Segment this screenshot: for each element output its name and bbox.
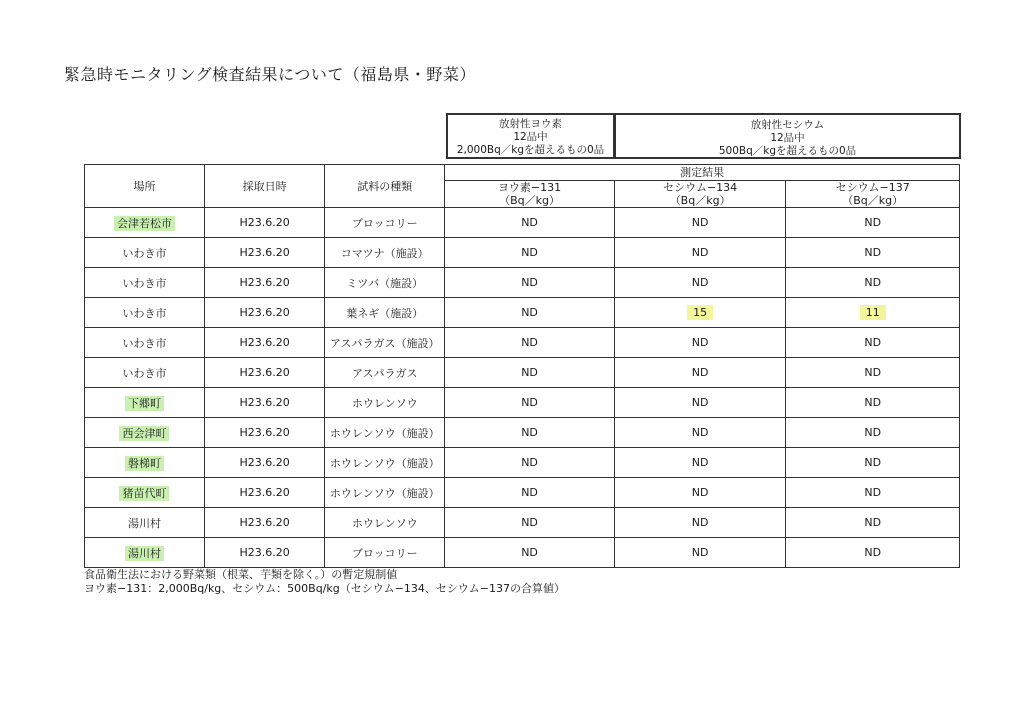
header-sample: 試料の種類: [325, 165, 445, 208]
header-cs134: [614, 181, 786, 208]
iodine131-cell: ND: [445, 328, 615, 358]
cs137-cell: ND: [786, 268, 960, 298]
cesium-summary-line2: 12品中: [770, 132, 805, 144]
location-text: 会津若松市: [114, 216, 175, 231]
header-unit: （Bq／kg）: [499, 194, 560, 207]
sample-cell: ホウレンソウ（施設）: [325, 478, 445, 508]
cs134-cell: ND: [614, 508, 786, 538]
sample-cell: ブロッコリー: [325, 538, 445, 568]
cs137-cell: ND: [786, 238, 960, 268]
cs134-cell: ND: [614, 388, 786, 418]
date-cell: H23.6.20: [204, 448, 324, 478]
sample-cell: コマツナ（施設）: [325, 238, 445, 268]
iodine131-cell: ND: [445, 208, 615, 238]
location-cell: 湯川村: [85, 508, 205, 538]
cs134-value: 15: [687, 305, 713, 320]
footnote: [84, 568, 565, 596]
header-iodine131-label: ヨウ素−131: [497, 181, 562, 194]
date-cell: H23.6.20: [204, 268, 324, 298]
cs134-cell: ND: [614, 238, 786, 268]
cs137-value: 11: [860, 305, 886, 320]
location-cell: [85, 448, 205, 478]
sample-cell: ホウレンソウ: [325, 508, 445, 538]
date-cell: H23.6.20: [204, 418, 324, 448]
cesium-summary-line3: 500Bq／kgを超えるもの0品: [718, 145, 857, 157]
iodine131-cell: ND: [445, 448, 615, 478]
header-iodine131: [445, 181, 615, 208]
table-row: [85, 448, 960, 478]
location-text: 猪苗代町: [119, 486, 169, 501]
cs134-cell: ND: [614, 358, 786, 388]
cs137-cell: ND: [786, 358, 960, 388]
table-row: [85, 508, 960, 538]
cesium-summary-box: [614, 113, 961, 159]
date-cell: H23.6.20: [204, 388, 324, 418]
table-row: [85, 208, 960, 238]
cs134-cell: ND: [614, 418, 786, 448]
cs134-cell: ND: [614, 478, 786, 508]
header-cs137-label: セシウム−137: [835, 181, 910, 194]
date-cell: H23.6.20: [204, 328, 324, 358]
sample-cell: ブロッコリー: [325, 208, 445, 238]
results-table: [84, 164, 960, 568]
header-cs134-label: セシウム−134: [663, 181, 738, 194]
table-row: [85, 358, 960, 388]
iodine131-cell: ND: [445, 478, 615, 508]
page-title: 緊急時モニタリング検査結果について（福島県・野菜）: [64, 65, 476, 84]
location-text: 西会津町: [119, 426, 169, 441]
footnote-line2: ヨウ素−131：2,000Bq/kg、セシウム：500Bq/kg（セシウム−134、セシウム−137の合算値）: [84, 582, 565, 595]
date-cell: H23.6.20: [204, 358, 324, 388]
cs134-cell: ND: [614, 328, 786, 358]
cs137-cell: ND: [786, 418, 960, 448]
location-cell: [85, 208, 205, 238]
iodine-summary-box: [446, 113, 615, 159]
cs137-cell: ND: [786, 208, 960, 238]
date-cell: H23.6.20: [204, 538, 324, 568]
date-cell: H23.6.20: [204, 238, 324, 268]
iodine131-cell: ND: [445, 268, 615, 298]
date-cell: H23.6.20: [204, 298, 324, 328]
location-cell: いわき市: [85, 328, 205, 358]
sample-cell: アスパラガス（施設）: [325, 328, 445, 358]
table-row: [85, 238, 960, 268]
cs137-cell: ND: [786, 538, 960, 568]
sample-cell: アスパラガス: [325, 358, 445, 388]
sample-cell: ホウレンソウ: [325, 388, 445, 418]
header-cs137: [786, 181, 960, 208]
location-cell: いわき市: [85, 238, 205, 268]
cs134-cell: ND: [614, 268, 786, 298]
cesium-summary-line1: 放射性セシウム: [750, 119, 825, 131]
sample-cell: ミツバ（施設）: [325, 268, 445, 298]
location-cell: いわき市: [85, 268, 205, 298]
location-cell: いわき市: [85, 358, 205, 388]
iodine131-cell: ND: [445, 538, 615, 568]
table-row: [85, 538, 960, 568]
iodine131-cell: ND: [445, 388, 615, 418]
cs137-cell: [786, 298, 960, 328]
cs137-cell: ND: [786, 328, 960, 358]
cs137-cell: ND: [786, 448, 960, 478]
location-text: 湯川村: [125, 546, 164, 561]
table-row: [85, 328, 960, 358]
location-text: 磐梯町: [125, 456, 164, 471]
location-text: 下郷町: [125, 396, 164, 411]
cs137-cell: ND: [786, 478, 960, 508]
sample-cell: 葉ネギ（施設）: [325, 298, 445, 328]
location-cell: [85, 388, 205, 418]
header-unit: （Bq／kg）: [669, 194, 731, 207]
table-row: [85, 478, 960, 508]
cs134-cell: ND: [614, 538, 786, 568]
iodine131-cell: ND: [445, 358, 615, 388]
location-cell: [85, 478, 205, 508]
cs137-cell: ND: [786, 388, 960, 418]
cs134-cell: ND: [614, 448, 786, 478]
cs134-cell: [614, 298, 786, 328]
footnote-line1: 食品衛生法における野菜類（根菜、芋類を除く。）の暫定規制値: [84, 568, 398, 581]
iodine-summary-line2: 12品中: [513, 131, 548, 143]
location-cell: いわき市: [85, 298, 205, 328]
header-unit: （Bq／kg）: [842, 194, 904, 207]
table-row: [85, 418, 960, 448]
location-cell: [85, 418, 205, 448]
date-cell: H23.6.20: [204, 478, 324, 508]
iodine-summary-line1: 放射性ヨウ素: [499, 118, 562, 130]
cs137-cell: ND: [786, 508, 960, 538]
header-results: 測定結果: [445, 165, 960, 181]
date-cell: H23.6.20: [204, 508, 324, 538]
location-cell: [85, 538, 205, 568]
date-cell: H23.6.20: [204, 208, 324, 238]
sample-cell: ホウレンソウ（施設）: [325, 448, 445, 478]
iodine131-cell: ND: [445, 238, 615, 268]
iodine131-cell: ND: [445, 298, 615, 328]
header-date: 採取日時: [204, 165, 324, 208]
header-location: 場所: [85, 165, 205, 208]
table-row: [85, 268, 960, 298]
iodine131-cell: ND: [445, 418, 615, 448]
table-row: [85, 298, 960, 328]
table-row: [85, 388, 960, 418]
cs134-cell: ND: [614, 208, 786, 238]
iodine-summary-line3: 2,000Bq／kgを超えるもの0品: [456, 144, 605, 156]
iodine131-cell: ND: [445, 508, 615, 538]
sample-cell: ホウレンソウ（施設）: [325, 418, 445, 448]
